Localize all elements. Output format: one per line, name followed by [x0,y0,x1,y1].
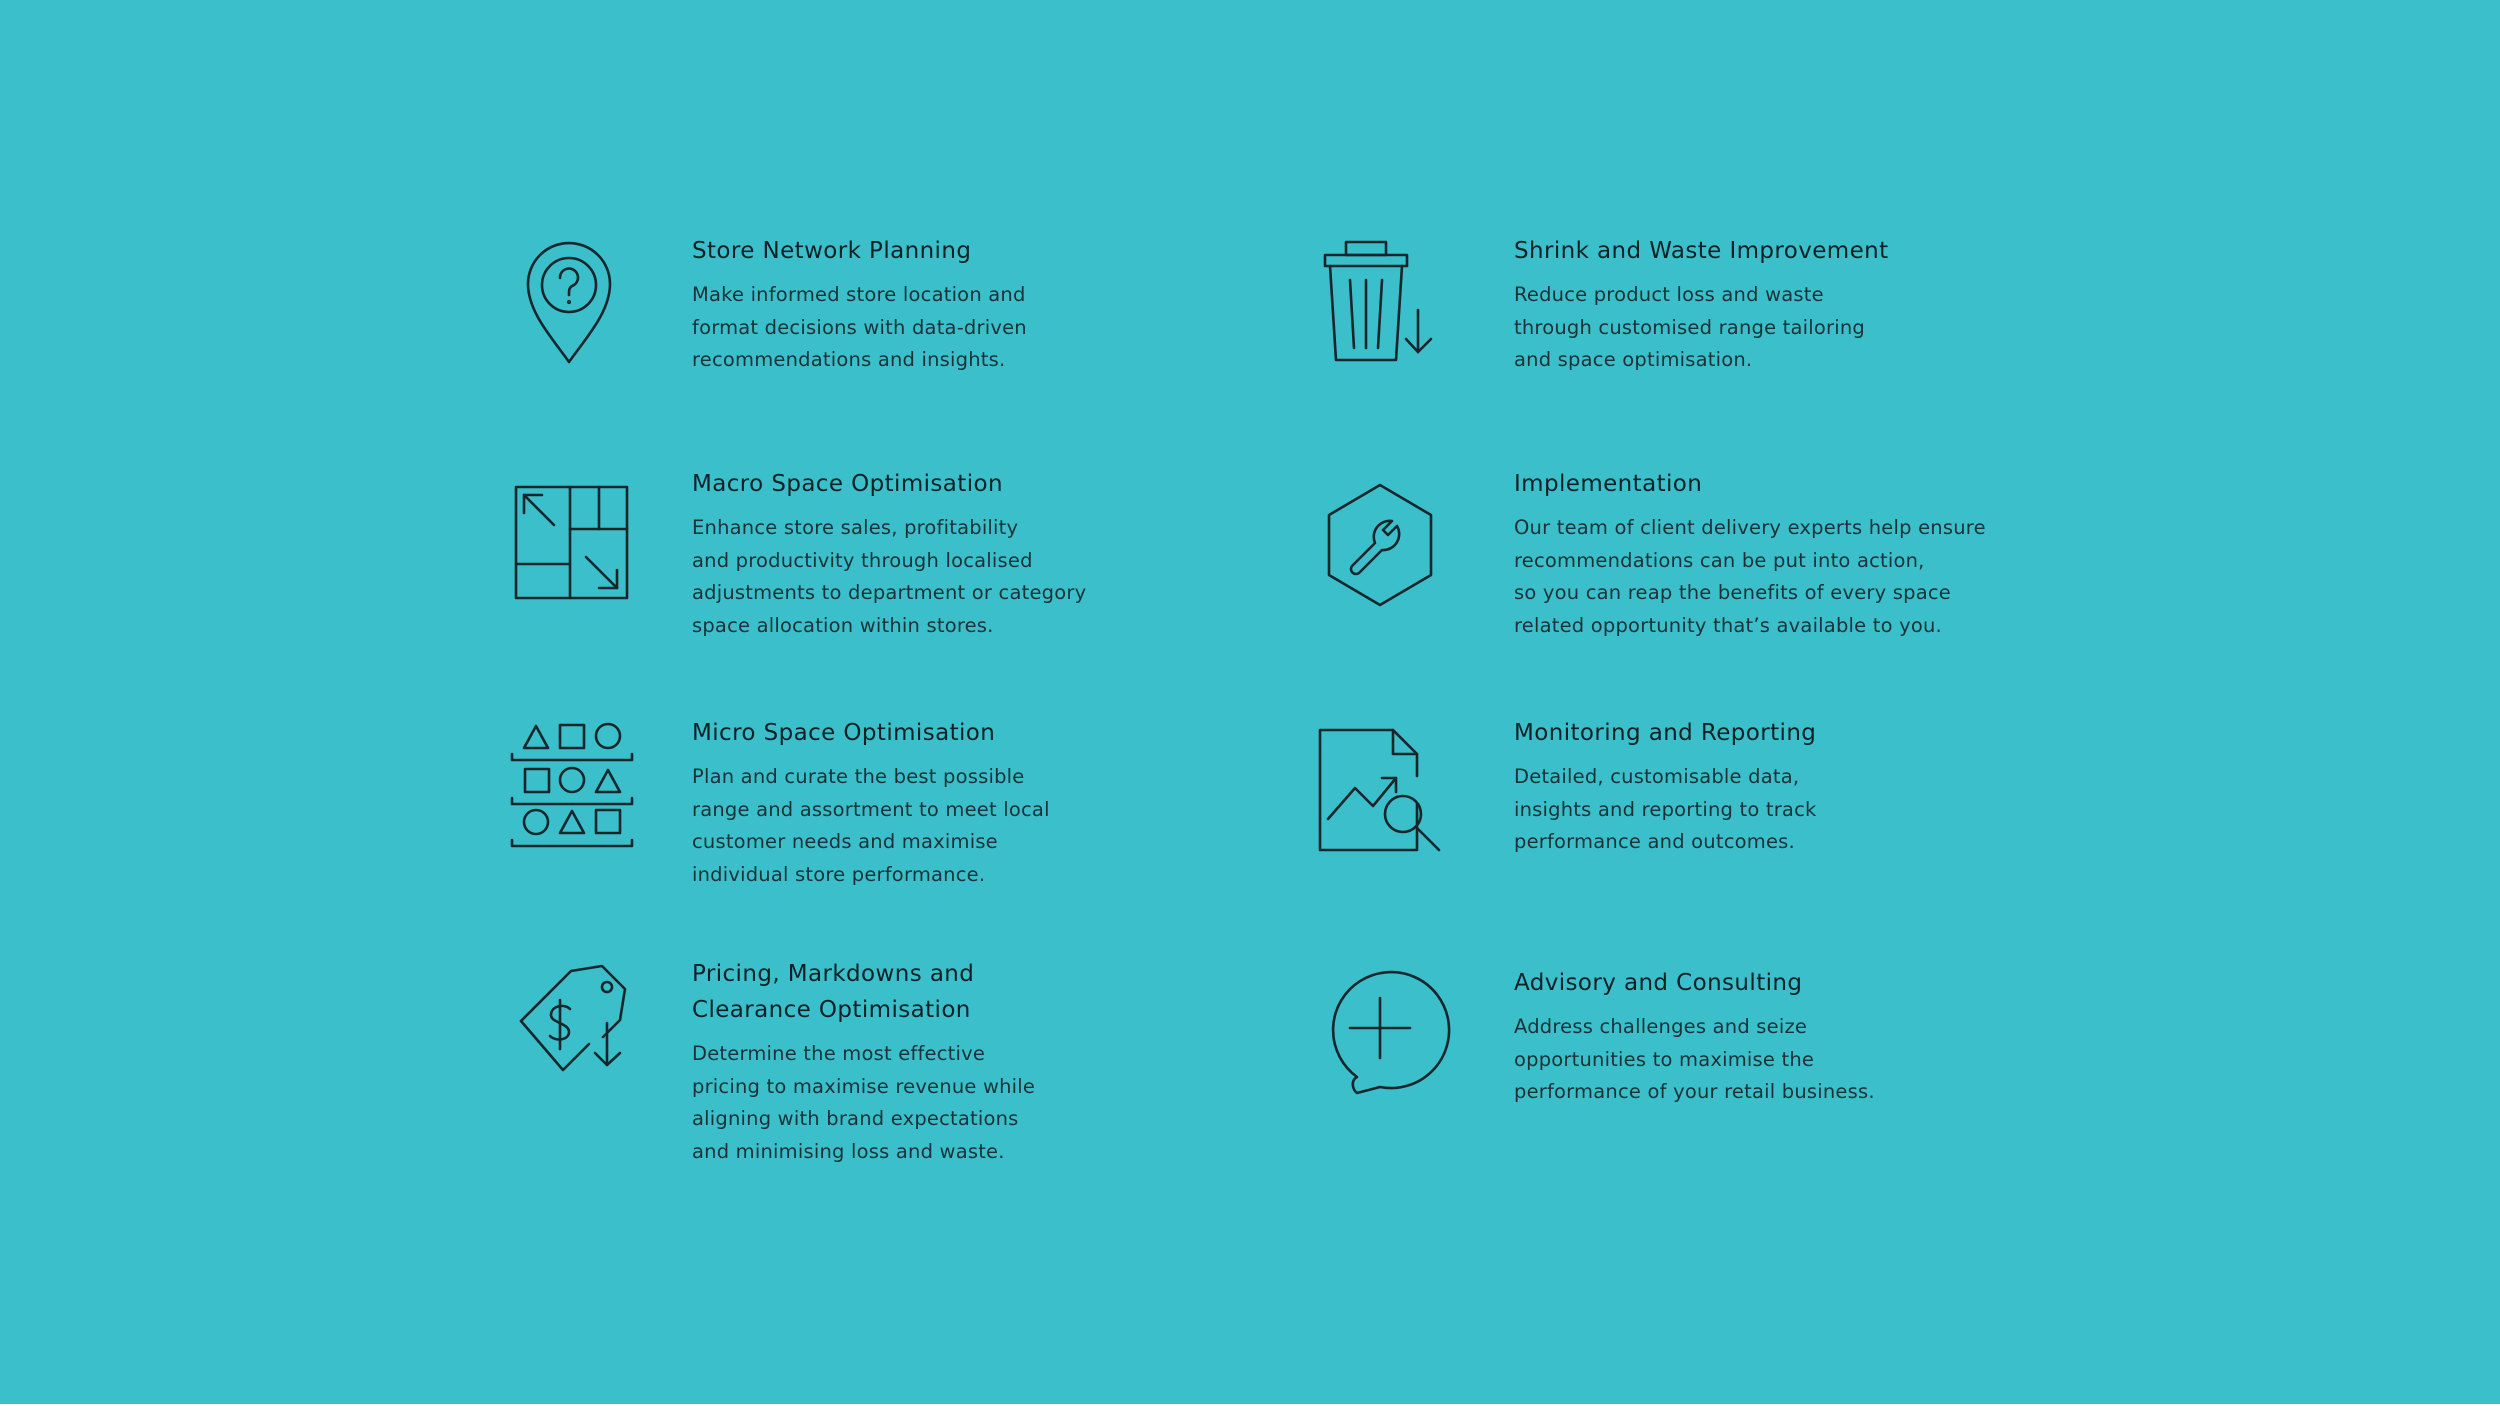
service-title: Store Network Planning [692,238,972,264]
service-title: Advisory and Consulting [1514,970,1803,996]
price-tag-dollar-icon [518,963,628,1078]
service-title: Implementation [1514,471,1703,497]
report-magnifier-icon [1318,728,1443,853]
hexagon-wrench-icon [1325,483,1435,608]
service-description: Address challenges and seize opportunities to maximise the performance of your retail business. [1514,1015,1875,1103]
service-title: Shrink and Waste Improvement [1514,238,1889,264]
floor-plan-arrows-icon [514,485,629,600]
shelf-shapes-icon [510,720,635,845]
service-description: Plan and curate the best possible range and assortment to meet local customer needs and maximise individual store performance. [692,765,1050,886]
service-description: Our team of client delivery experts help ensure recommendations can be put into action, so you can reap the benefits of every space related opportunity that’s available to you. [1514,516,1986,637]
speech-bubble-plus-icon [1320,968,1445,1093]
bin-down-arrow-icon [1323,240,1438,365]
service-description: Reduce product loss and waste through customised range tailoring and space optimisation. [1514,283,1866,371]
location-pin-question-icon [524,240,614,365]
service-description: Make informed store location and format decisions with data-driven recommendations and insights. [692,283,1027,371]
service-title: Monitoring and Reporting [1514,720,1817,746]
service-title: Macro Space Optimisation [692,471,1003,497]
service-description: Determine the most effective pricing to maximise revenue while aligning with brand expectations and minimising loss and waste. [692,1042,1036,1163]
service-title: Micro Space Optimisation [692,720,996,746]
service-description: Enhance store sales, profitability and productivity through localised adjustments to department or category space allocation within stores. [692,516,1087,637]
service-title: Pricing, Markdowns and Clearance Optimisation [692,961,975,1023]
service-description: Detailed, customisable data, insights and reporting to track performance and outcomes. [1514,765,1817,853]
